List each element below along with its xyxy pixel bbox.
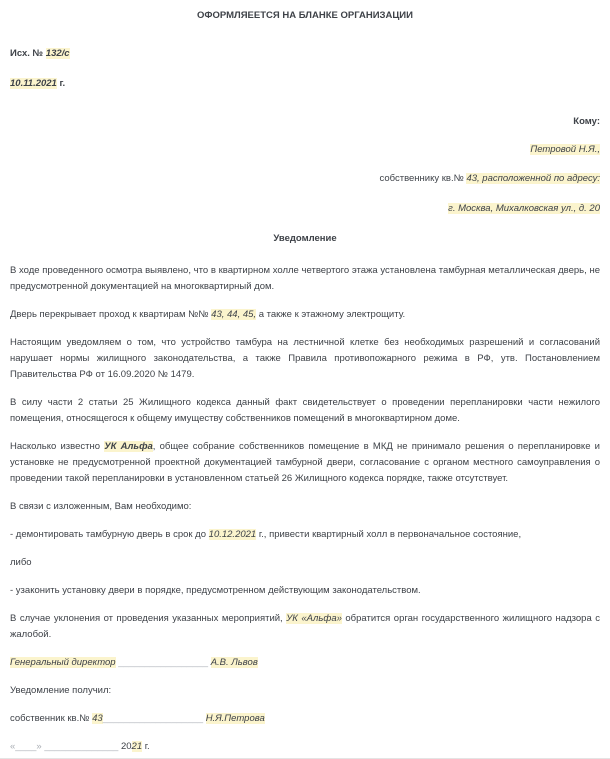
paragraph-escalation-warning [10,611,600,643]
paragraph-housing-code: В силу части 2 статьи 25 Жилищного кодекса данный факт свидетельствует о проведении перепланировки части нежилого помещения, относящегося к общему имуществу собственников помещений в многоквартирном доме. [10,397,600,424]
director-signature-line [10,655,600,671]
company-name-highlight: УК Альфа [104,441,153,452]
paragraph-required-actions-intro: В связи с изложенным, Вам необходимо: [10,501,192,512]
owner-name: Н.Я.Петрова [205,713,265,724]
recipient-owner-prefix: собственнику кв.№ [379,173,467,184]
apartment-numbers-highlight: 43, 44, 45, [211,309,257,320]
paragraph-text: В случае уклонения от проведения указанных мероприятий, [10,613,287,624]
document-title: Уведомление [273,233,337,244]
paragraph-text: г., привести квартирный холл в первоначальное состояние, [256,529,522,540]
paragraph-or: либо [10,557,32,568]
month-blank: ______________ [44,741,121,752]
owner-sign-prefix: собственник кв.№ [10,713,93,724]
recipient-name [10,142,600,158]
recipient-name-value: Петровой Н.Я., [530,144,600,155]
paragraph-text: Насколько известно [10,441,105,452]
company-name-highlight: УК «Альфа» [286,613,342,624]
signature-role: Генеральный директор [10,657,116,668]
year-prefix: 20 [120,741,132,752]
year-highlight: 21 [131,741,143,752]
owner-blank-line: ___________________ [102,713,206,724]
fill-date-line [10,739,600,755]
outgoing-label: Исх. № [10,48,44,59]
paragraph-text: Дверь перекрывает проход к квартирам №№ [10,309,212,320]
received-label: Уведомление получил: [10,685,112,696]
paragraph-violation-notice: Настоящим уведомляем о том, что устройство тамбура на лестничной клетке без необходимых разрешений и согласований нарушает нормы жилищного законодательства, а также Правила противопожарного режима в РФ, утв. Постановлением Правительства РФ от 16.09.2020 № 1479. [10,337,600,380]
year-suffix: г. [142,741,150,752]
owner-apartment-number: 43 [92,713,103,724]
recipient-address [10,201,600,217]
deadline-date-highlight: 10.12.2021 [208,529,257,540]
recipient-to-label: Кому: [573,116,600,127]
document-date-value: 10.11.2021 [10,78,57,89]
paragraph-text: , общее собрание собственников помещение в МКД не принимало решения о перепланировке и установке не предусмотренной проектной документацией тамбурной двери, согласование с органом местного самоуправления о проведении такой перепланировки в установленном статьей 26 Жилищного кодекса порядке, также отсутствует. [10,441,600,484]
paragraph-legalize-option: - узаконить установку двери в порядке, предусмотренном действующим законодательством. [10,585,421,596]
outgoing-number-line [10,46,600,62]
paragraph-dismantle-requirement [10,527,600,543]
paragraph-door-blocks [10,307,600,323]
document-date-suffix: г. [56,78,66,89]
recipient-owner-line [10,171,600,187]
day-blank: «____» [10,741,45,752]
signature-block [10,655,600,755]
owner-signature-line [10,711,600,727]
recipient-address-value: г. Москва, Михалковская ул., д. 20 [448,203,600,214]
paragraph-text: - демонтировать тамбурную дверь в срок до [10,529,209,540]
document-date-line [10,76,600,92]
signature-name: А.В. Львов [210,657,258,668]
paragraph-no-approval [10,439,600,487]
paragraph-text: обратится орган государственного жилищного надзора с жалобой. [10,613,600,640]
paragraph-inspection: В ходе проведенного осмотра выявлено, что в квартирном холле четвертого этажа установлена тамбурная металлическая дверь, не предусмотренной документацией на многоквартирный дом. [10,265,600,292]
paragraph-text: а также к этажному электрощиту. [256,309,406,320]
outgoing-number-value: 132/с [45,48,70,59]
recipient-owner-value: 43, расположенной по адресу: [466,173,600,184]
letterhead-note: ОФОРМЛЯЕЕТСЯ НА БЛАНКЕ ОРГАНИЗАЦИИ [197,10,413,21]
signature-blank-line: _________________ [115,657,211,668]
